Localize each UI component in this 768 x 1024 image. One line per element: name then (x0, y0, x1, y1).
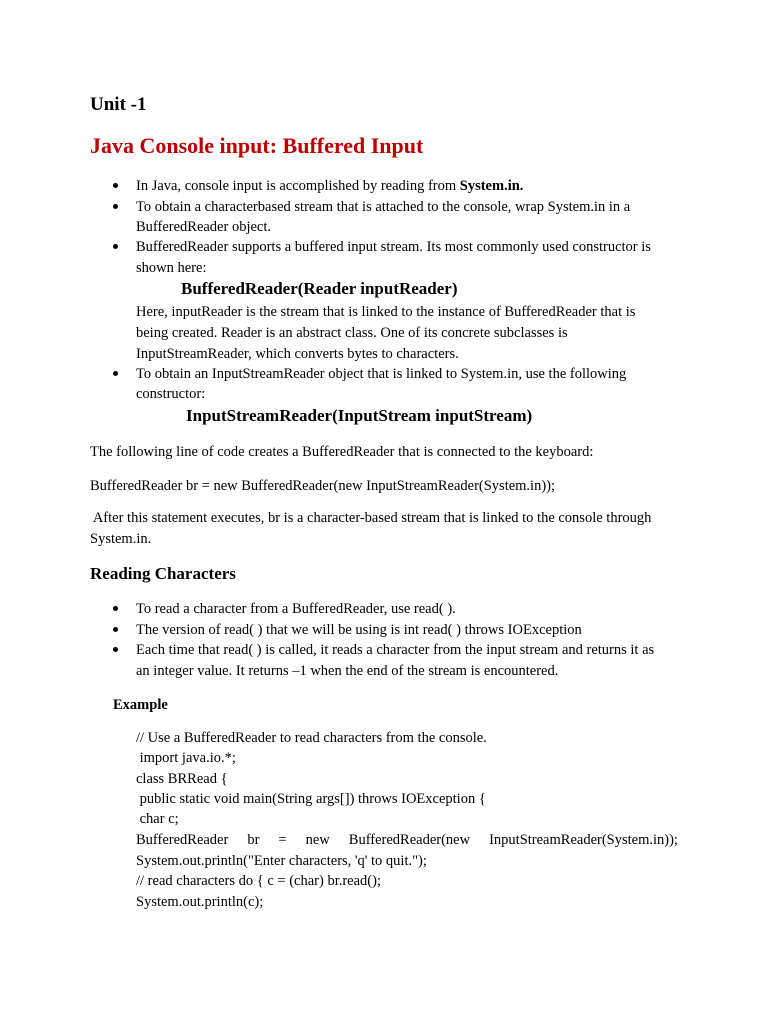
bullet-2-line1: To obtain a characterbased stream that is attached to the console, wrap System.in in a (136, 199, 631, 215)
bullet-icon (113, 244, 118, 249)
unit-heading: Unit -1 (90, 94, 147, 115)
bullet-icon (113, 183, 118, 188)
bullet-4-line1: To obtain an InputStreamReader object that is linked to System.in, use the following (136, 366, 627, 382)
bullet-icon (113, 606, 118, 611)
paragraph-1: The following line of code creates a BufferedReader that is connected to the keyboard: (90, 444, 594, 460)
bullet-3-line3: Here, inputReader is the stream that is linked to the instance of BufferedReader that is (136, 304, 636, 320)
code-word: new (305, 832, 330, 848)
bullet-icon (113, 627, 118, 632)
reading-bullet-2: The version of read( ) that we will be using is int read( ) throws IOException (136, 622, 582, 638)
code-line-3: class BRRead { (136, 771, 228, 787)
paragraph-3-line2: System.in. (90, 531, 152, 547)
paragraph-2: BufferedReader br = new BufferedReader(new InputStreamReader(System.in)); (90, 478, 556, 494)
code-word: BufferedReader(new (348, 832, 471, 848)
bullet-1-plain: In Java, console input is accomplished by reading from (136, 178, 460, 194)
code-line-4: public static void main(String args[]) throws IOException { (136, 791, 486, 807)
reading-bullet-3-line1: Each time that read( ) is called, it reads a character from the input stream and returns it as (136, 642, 655, 658)
bullet-icon (113, 371, 118, 376)
bullet-4-line2: constructor: (136, 386, 206, 402)
bullet-1-bold: System.in. (459, 178, 524, 194)
bullet-3-line2: shown here: (136, 260, 207, 276)
bullet-2-line2: BufferedReader object. (136, 219, 272, 235)
code-line-7: System.out.println("Enter characters, 'q' to quit."); (136, 853, 427, 869)
reading-bullet-3-line2: an integer value. It returns –1 when the end of the stream is encountered. (136, 663, 559, 679)
reading-bullet-1: To read a character from a BufferedReader, use read( ). (136, 601, 456, 617)
code-word: br (247, 832, 260, 848)
code-word: InputStreamReader(System.in)); (489, 832, 678, 848)
bullet-3-line5: InputStreamReader, which converts bytes to characters. (136, 346, 459, 362)
bullet-1-text (136, 176, 523, 197)
bullet-icon (113, 204, 118, 209)
bullet-icon (113, 647, 118, 652)
code-line-1: // Use a BufferedReader to read characters from the console. (136, 730, 487, 746)
code-line-9: System.out.println(c); (136, 894, 264, 910)
page-title: Java Console input: Buffered Input (90, 133, 424, 158)
code-line-6 (136, 830, 678, 851)
constructor-signature-2: InputStreamReader(InputStream inputStream) (186, 406, 533, 425)
code-line-8: // read characters do { c = (char) br.read(); (136, 873, 381, 889)
bullet-3-line1: BufferedReader supports a buffered input stream. Its most commonly used constructor is (136, 239, 651, 255)
constructor-signature-1: BufferedReader(Reader inputReader) (181, 279, 458, 298)
code-word: BufferedReader (136, 832, 229, 848)
paragraph-3-line1: After this statement executes, br is a character-based stream that is linked to the console through (90, 510, 652, 526)
bullet-3-line4: being created. Reader is an abstract class. One of its concrete subclasses is (136, 325, 568, 341)
example-label: Example (113, 697, 168, 713)
section-heading-reading-characters: Reading Characters (90, 564, 236, 583)
code-line-5: char c; (136, 811, 179, 827)
code-line-2: import java.io.*; (136, 750, 236, 766)
code-word: = (278, 832, 287, 848)
